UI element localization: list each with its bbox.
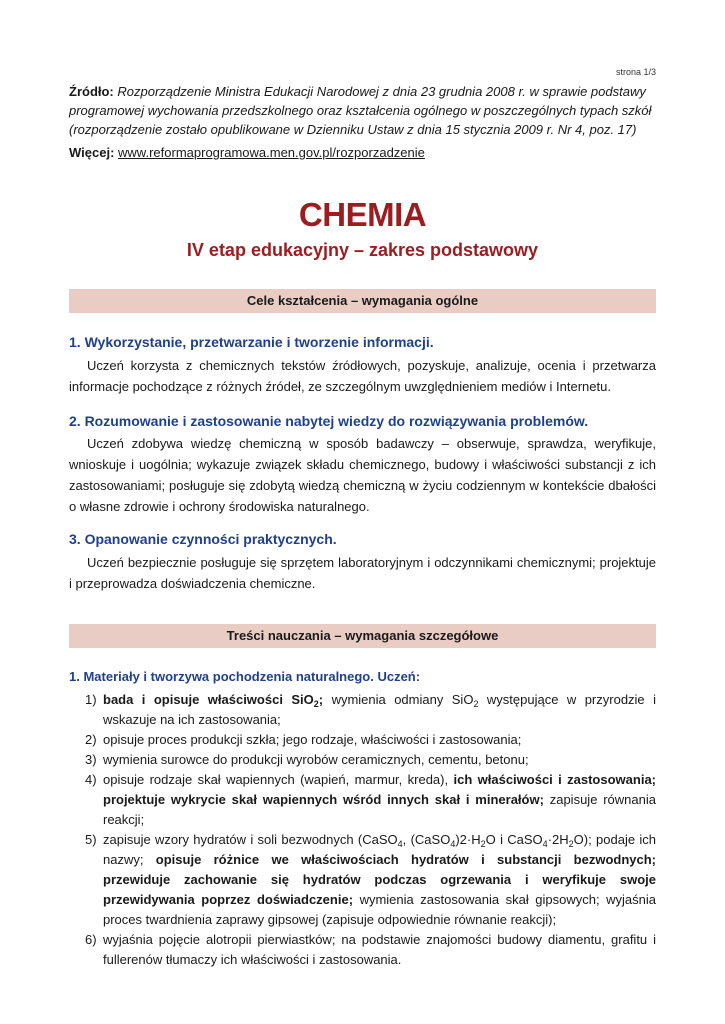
list-item: 2) opisuje proces produkcji szkła; jego rodzaje, właściwości i zastosowania;: [85, 732, 522, 747]
list-item: 3) wymienia surowce do produkcji wyrobów ceramicznych, cementu, betonu;: [85, 752, 529, 767]
section-band-general: Cele kształcenia – wymagania ogólne: [69, 289, 656, 313]
more-info: [69, 145, 425, 160]
source-lead: Źródło:: [69, 84, 114, 99]
section-band-detailed: Treści nauczania – wymagania szczegółowe: [69, 624, 656, 648]
goal-heading-1: 1. Wykorzystanie, przetwarzanie i tworzenie informacji.: [69, 334, 434, 350]
requirements-list: [69, 690, 656, 970]
more-lead: Więcej:: [69, 145, 115, 160]
goal-heading-2: 2. Rozumowanie i zastosowanie nabytej wiedzy do rozwiązywania problemów.: [69, 413, 589, 429]
list-item: 6) wyjaśnia pojęcie alotropii pierwiastków; na podstawie znajomości budowy diamentu, grafitu i fullerenów tłumaczy ich właściwości i zastosowania.: [85, 932, 656, 967]
source-note: [69, 82, 656, 139]
page-number: strona 1/3: [615, 67, 656, 77]
document-subtitle: IV etap edukacyjny – zakres podstawowy: [186, 240, 539, 260]
goal-text-3: Uczeń bezpiecznie posługuje się sprzętem laboratoryjnym i odczynnikami chemicznymi; projektuje i przeprowadza doświadczenia chemiczne.: [69, 555, 656, 591]
source-text: Rozporządzenie Ministra Edukacji Narodowej z dnia 23 grudnia 2008 r. w sprawie podstawy programowej wychowania przedszkolnego oraz kształcenia ogólnego w poszczególnych typach szkół: [69, 84, 652, 118]
document-title: CHEMIA: [298, 196, 427, 233]
list-item: 5) zapisuje wzory hydratów i soli bezwodnych (CaSO$_4$, $(CaSO_4)2\cdot H_2O$ i $CaSO_4\cdot 2H_2O$); podaje ich nazwy; opisuje różnice we właściwościach hydratów i substancji bezwodnych; przewiduje zachowanie się hydratów podczas ogrzewania i weryfikuje swoje przewidywania poprzez doświadczenie; wymienia zastosowania skał gipsowych; wyjaśnia proces twardnienia zaprawy gipsowej (zapisuje odpowiednie równanie reakcji);: [85, 832, 656, 927]
goal-heading-3: 3. Opanowanie czynności praktycznych.: [69, 531, 337, 547]
goal-text-2: Uczeń zdobywa wiedzę chemiczną w sposób badawczy – obserwuje, sprawdza, weryfikuje, wnioskuje i uogólnia; wykazuje związek składu chemicznego, budowy i właściwości substancji z ich zastosowaniami; posługuje się zdobytą wiedzą chemiczną w życiu codziennym w kontekście dbałości o własne zdrowie i ochrony środowiska naturalnego.: [69, 436, 656, 514]
source-publication-note: (rozporządzenie zostało opublikowane w Dzienniku Ustaw z dnia 15 stycznia 2009 r. Nr 4, poz. 17): [69, 122, 637, 137]
goal-text-1: Uczeń korzysta z chemicznych tekstów źródłowych, pozyskuje, analizuje, ocenia i przetwarza informacje pochodzące z różnych źródeł, ze szczególnym uwzględnieniem mediów i Internetu.: [69, 358, 656, 394]
section-heading: 1. Materiały i tworzywa pochodzenia naturalnego. Uczeń:: [69, 669, 421, 684]
list-item: 4) opisuje rodzaje skał wapiennych (wapień, marmur, kreda), ich właściwości i zastosowania; projektuje wykrycie skał wapiennych wśród innych skał i minerałów; zapisuje równania reakcji;: [85, 772, 656, 827]
more-link[interactable]: www.reformaprogramowa.men.gov.pl/rozporzadzenie: [118, 145, 425, 160]
list-item: 1) bada i opisuje właściwości SiO$_2$; wymienia odmiany SiO$_2$ występujące w przyrodzie i wskazuje na ich zastosowania;: [85, 692, 656, 727]
